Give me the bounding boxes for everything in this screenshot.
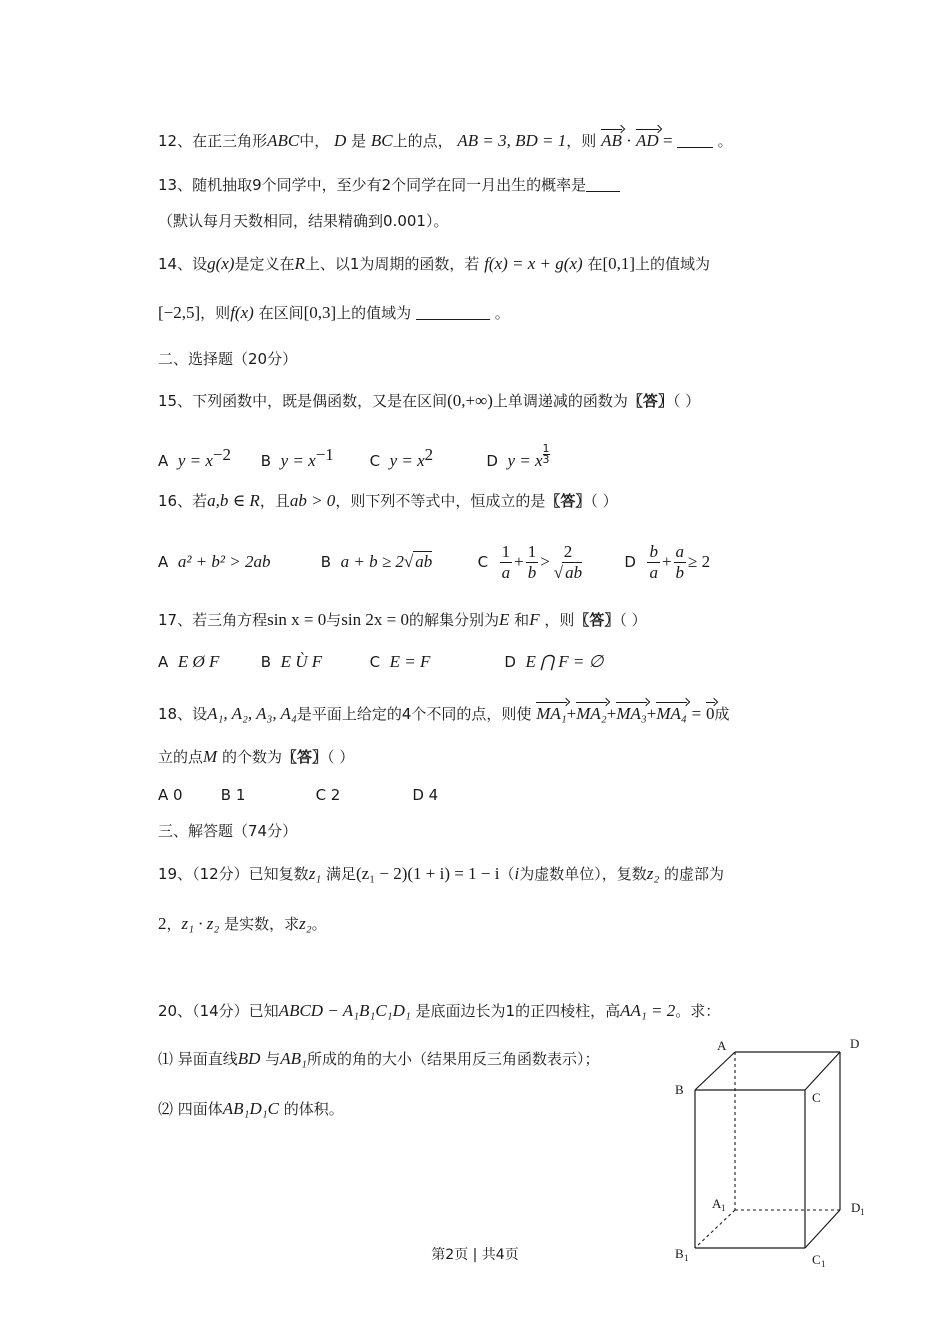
question-13-note: （默认每月天数相同，结果精确到0.001）。	[158, 212, 449, 230]
svg-text:1: 1	[821, 1259, 826, 1269]
option-b: B a + b ≥ 2√ ab	[320, 552, 433, 571]
edge-a1b1-hidden	[695, 1210, 735, 1248]
option-c: C 2	[315, 786, 341, 804]
svg-text:B: B	[675, 1246, 684, 1261]
question-14: 14、设g(x)是定义在R上、以1为周期的函数，若 f(x) = x + g(x) 在[0,1]上的值域为	[158, 254, 711, 273]
question-14-cont: [−2,5]，则f(x) 在区间[0,3]上的值域为 。	[158, 303, 510, 322]
prism-figure	[670, 1030, 880, 1270]
svg-text:1: 1	[721, 1203, 726, 1213]
answer-blank	[586, 177, 620, 192]
label-c: C	[812, 1090, 821, 1105]
question-15-options	[158, 444, 550, 472]
edge-c1d1	[805, 1210, 840, 1248]
question-17: 17、若三角方程sin x = 0与sin 2x = 0的解集分别为E 和F ，则〖答〗（ ）	[158, 610, 647, 629]
option-b: B $y = x^{-1}$	[260, 445, 334, 470]
label-d1	[851, 1200, 865, 1217]
option-d: D y = x $^{\frac{1}{3}}$	[486, 442, 550, 470]
label-a1	[712, 1196, 726, 1213]
edge-dc	[805, 1052, 840, 1090]
option-c: C $\frac{1}{a}$ + $\frac{1}{b}$ > $\frac{2}{√ ab}$	[477, 542, 583, 582]
answer-blank	[416, 305, 490, 320]
option-a: A E Ø F	[158, 652, 220, 671]
option-a: A a² + b² > 2ab	[158, 552, 271, 571]
option-b: B 1	[220, 786, 246, 804]
option-d: D $\frac{b}{a}$ + $\frac{a}{b}$ ≥ 2	[624, 542, 711, 582]
question-15: 15、下列函数中，既是偶函数，又是在区间(0,+∞)上单调递减的函数为〖答〗（ ）	[158, 391, 701, 410]
label-a: A	[717, 1038, 727, 1053]
svg-text:D: D	[851, 1200, 861, 1215]
question-18-options	[158, 784, 438, 806]
option-b: B E Ù F	[260, 652, 323, 671]
option-c: C $y = x^2$	[369, 445, 434, 470]
svg-text:A: A	[712, 1196, 722, 1211]
section-answer: 三、解答题（74分）	[158, 822, 298, 840]
question-13: 13、随机抽取9个同学中，至少有2个同学在同一月出生的概率是	[158, 174, 620, 196]
label-b: B	[675, 1082, 684, 1097]
question-16-options	[158, 540, 710, 584]
question-20-part-2: ⑵ 四面体AB₁D₁C 的体积。	[158, 1099, 344, 1118]
svg-text:1: 1	[860, 1207, 865, 1217]
question-18-cont: 立的点M 的个数为〖答〗（ ）	[158, 747, 355, 766]
section-choice: 二、选择题（20分）	[158, 350, 298, 368]
question-19: 19、（12分）已知复数z₁ 满足(z₁ − 2)(1 + i) = 1 − i（i为虚数单位），复数z₂ 的虚部为	[158, 864, 725, 883]
question-19-cont: 2，z₁ · z₂ 是实数，求z₂。	[158, 914, 327, 933]
question-20: 20、（14分）已知ABCD − A₁B₁C₁D₁ 是底面边长为1的正四棱柱，高AA₁ = 2。求：	[158, 1001, 721, 1020]
svg-text:1: 1	[684, 1253, 689, 1263]
question-17-options	[158, 651, 603, 673]
question-20-part-1: ⑴ 异面直线BD 与AB₁所成的角的大小（结果用反三角函数表示）；	[158, 1049, 600, 1068]
option-a: A $y = x^{-2}$	[158, 445, 231, 470]
option-a: A 0	[158, 786, 183, 804]
option-d: D E ⋂ F = ∅	[504, 652, 604, 671]
label-d: D	[850, 1036, 860, 1051]
question-12: 12、在正三角形ABC中， D 是 BC上的点， AB = 3, BD = 1，则 AB · AD = 。	[158, 131, 733, 150]
edge-ab	[695, 1052, 735, 1090]
option-c: C E = F	[369, 652, 431, 671]
question-16: 16、若a,b ∈ R，且ab > 0，则下列不等式中，恒成立的是〖答〗（ ）	[158, 491, 618, 510]
question-18: 18、设A₁, A₂, A₃, A₄是平面上给定的4个不同的点，则使 MA₁+MA₂+MA₃+MA₄ = 0成	[158, 704, 730, 723]
page-footer: 第2页 | 共4页	[431, 1247, 519, 1263]
answer-blank	[677, 133, 713, 148]
option-d: D 4	[412, 786, 439, 804]
svg-text:C: C	[812, 1252, 821, 1267]
